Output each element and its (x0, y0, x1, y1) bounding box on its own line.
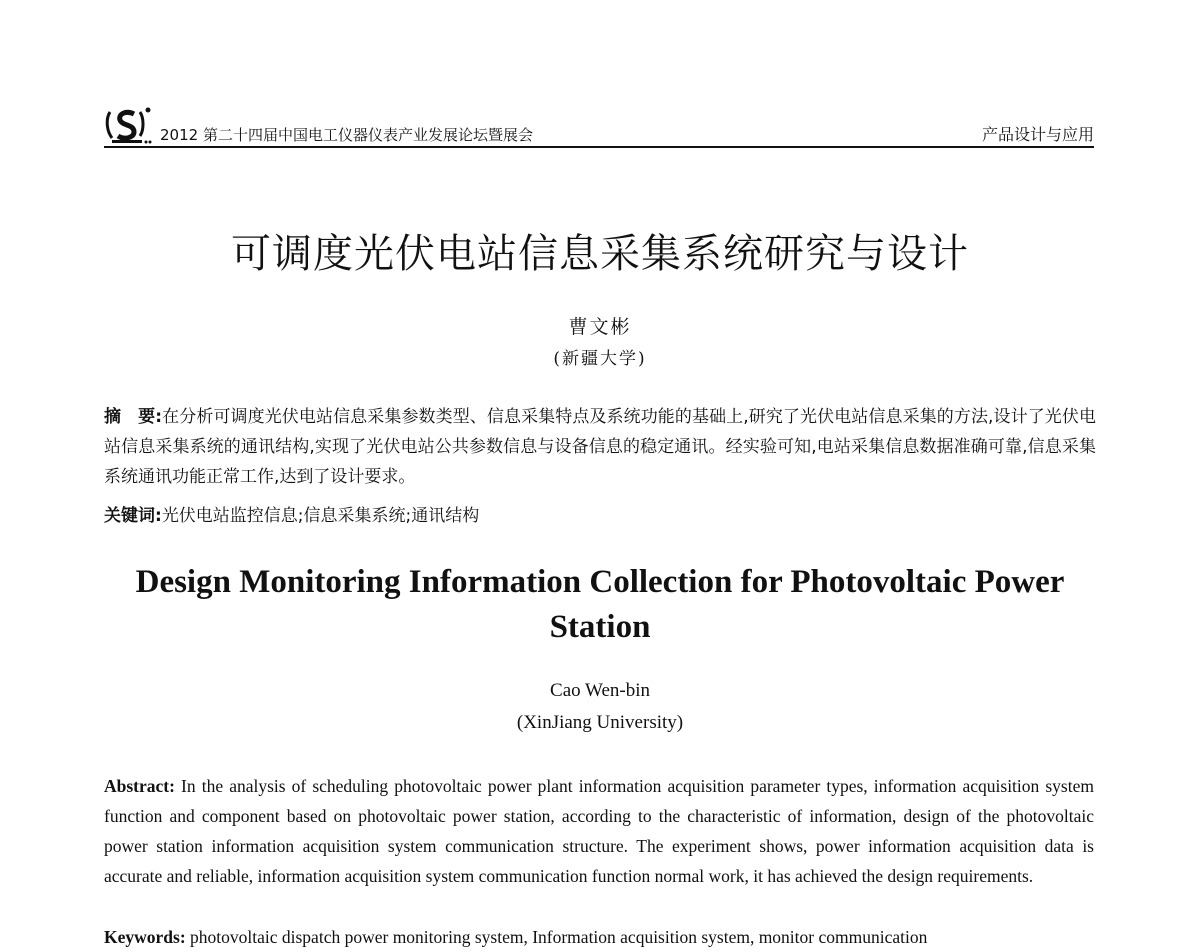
keywords-cn (104, 502, 1096, 530)
abstract-cn-label: 摘 要: (104, 407, 163, 427)
abstract-cn-text: 在分析可调度光伏电站信息采集参数类型、信息采集特点及系统功能的基础上,研究了光伏电站信息采集的方法,设计了光伏电站信息采集系统的通讯结构,实现了光伏电站公共参数信息与设备信息的稳定通讯。经实验可知,电站采集信息数据准确可靠,信息采集系统通讯功能正常工作,达到了设计要求。 (104, 407, 1096, 487)
abstract-en-label: Abstract: (104, 776, 175, 796)
paper-title-en: Design Monitoring Information Collection for Photovoltaic Power Station (135, 564, 1065, 645)
conference-logo-icon (104, 104, 156, 146)
abstract-cn (104, 402, 1096, 492)
header-divider (104, 146, 1094, 148)
page-header (104, 104, 1094, 148)
affiliation-cn: (新疆大学) (553, 349, 647, 369)
conference-name: 2012 第二十四届中国电工仪器仪表产业发展论坛暨展会 (160, 126, 533, 144)
keywords-cn-text: 光伏电站监控信息;信息采集系统;通讯结构 (161, 506, 480, 526)
paper-title-cn: 可调度光伏电站信息采集系统研究与设计 (231, 231, 969, 277)
abstract-en-text: In the analysis of scheduling photovoltaic power plant information acquisition parameter types, information acquisition system function and component based on photovoltaic power station, according to the characteristic of information, design of the photovoltaic power station information acquisition system communication structure. The experiment shows, power information acquisition data is accurate and reliable, information acquisition system communication function normal work, it has achieved the design requirements. (104, 776, 1094, 886)
abstract-en (104, 771, 1094, 891)
author-en: Cao Wen-bin (550, 680, 650, 701)
keywords-en-text: photovoltaic dispatch power monitoring system, Information acquisition system, monitor communication (185, 927, 928, 947)
affiliation-en: (XinJiang University) (516, 712, 684, 733)
section-name: 产品设计与应用 (981, 125, 1094, 144)
keywords-en (104, 922, 1094, 952)
keywords-en-label: Keywords: (104, 927, 186, 947)
author-cn: 曹文彬 (568, 316, 632, 338)
keywords-cn-label: 关键词: (104, 506, 162, 526)
